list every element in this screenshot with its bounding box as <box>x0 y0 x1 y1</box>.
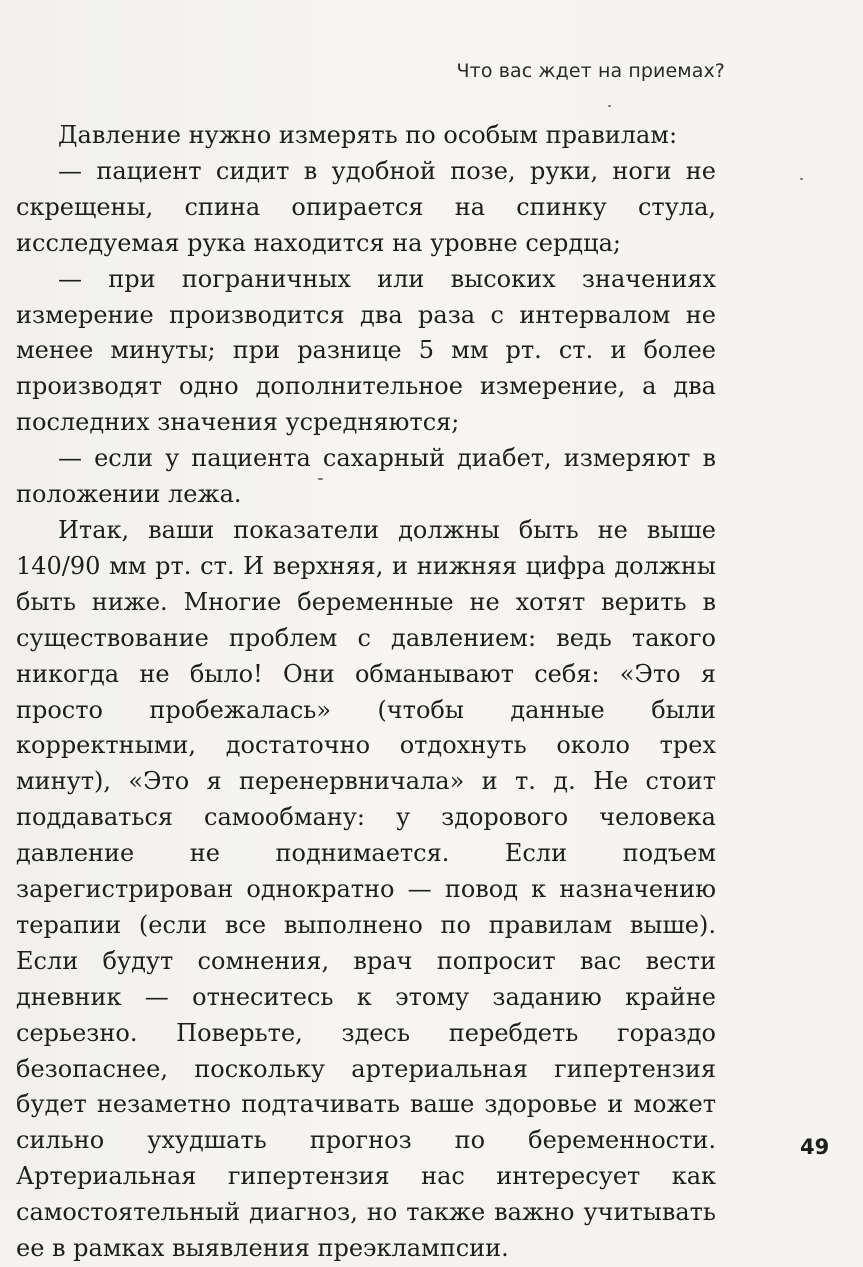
paragraph-main: Итак, ваши показатели должны быть не выше 140/90 мм рт. ст. И верхняя, и нижняя цифра должны быть ниже. Многие беременные не хотят верить в существование проблем с давлением: ведь такого никогда не было! Они обманывают себя: «Это я просто пробежалась» (чтобы данные были корректными, достаточно отдохнуть около трех минут), «Это я перенервничала» и т. д. Не стоит поддаваться самообману: у здорового человека давление не поднимается. Если подъем зарегистрирован однократно — повод к назначению терапии (если все выполнено по правилам выше). Если будут сомнения, врач попросит вас вести дневник — отнеситесь к этому заданию крайне серьезно. Поверьте, здесь перебдеть гораздо безопаснее, поскольку артериальная гипертензия будет незаметно подтачивать ваше здоровье и может сильно ухудшать прогноз по беременности. Артериальная гипертензия нас интересует как самостоятельный диагноз, но также важно учитывать ее в рамках выявления преэклампсии. <box>16 515 716 1263</box>
paragraph-rule-1: — пациент сидит в удобной позе, руки, ноги не скрещены, спина опирается на спинку стула, исследуемая рука находится на уровне сердца; <box>16 156 716 257</box>
body-text <box>16 118 716 1267</box>
page-number: 49 <box>800 1135 830 1159</box>
running-head: Что вас ждет на приемах? <box>456 60 725 82</box>
paragraph-rule-3: — если у пациента сахарный диабет, измеряют в положении лежа. <box>16 444 716 509</box>
paper-speck <box>318 478 323 480</box>
paper-speck <box>800 178 803 180</box>
paragraph-intro: Давление нужно измерять по особым правилам: <box>58 121 678 149</box>
paper-speck <box>608 105 611 107</box>
paragraph-rule-2: — при пограничных или высоких значениях измерение производится два раза с интервалом не менее минуты; при разнице 5 мм рт. ст. и более производят одно дополнительное измерение, а два последних значения усредняются; <box>16 264 716 437</box>
